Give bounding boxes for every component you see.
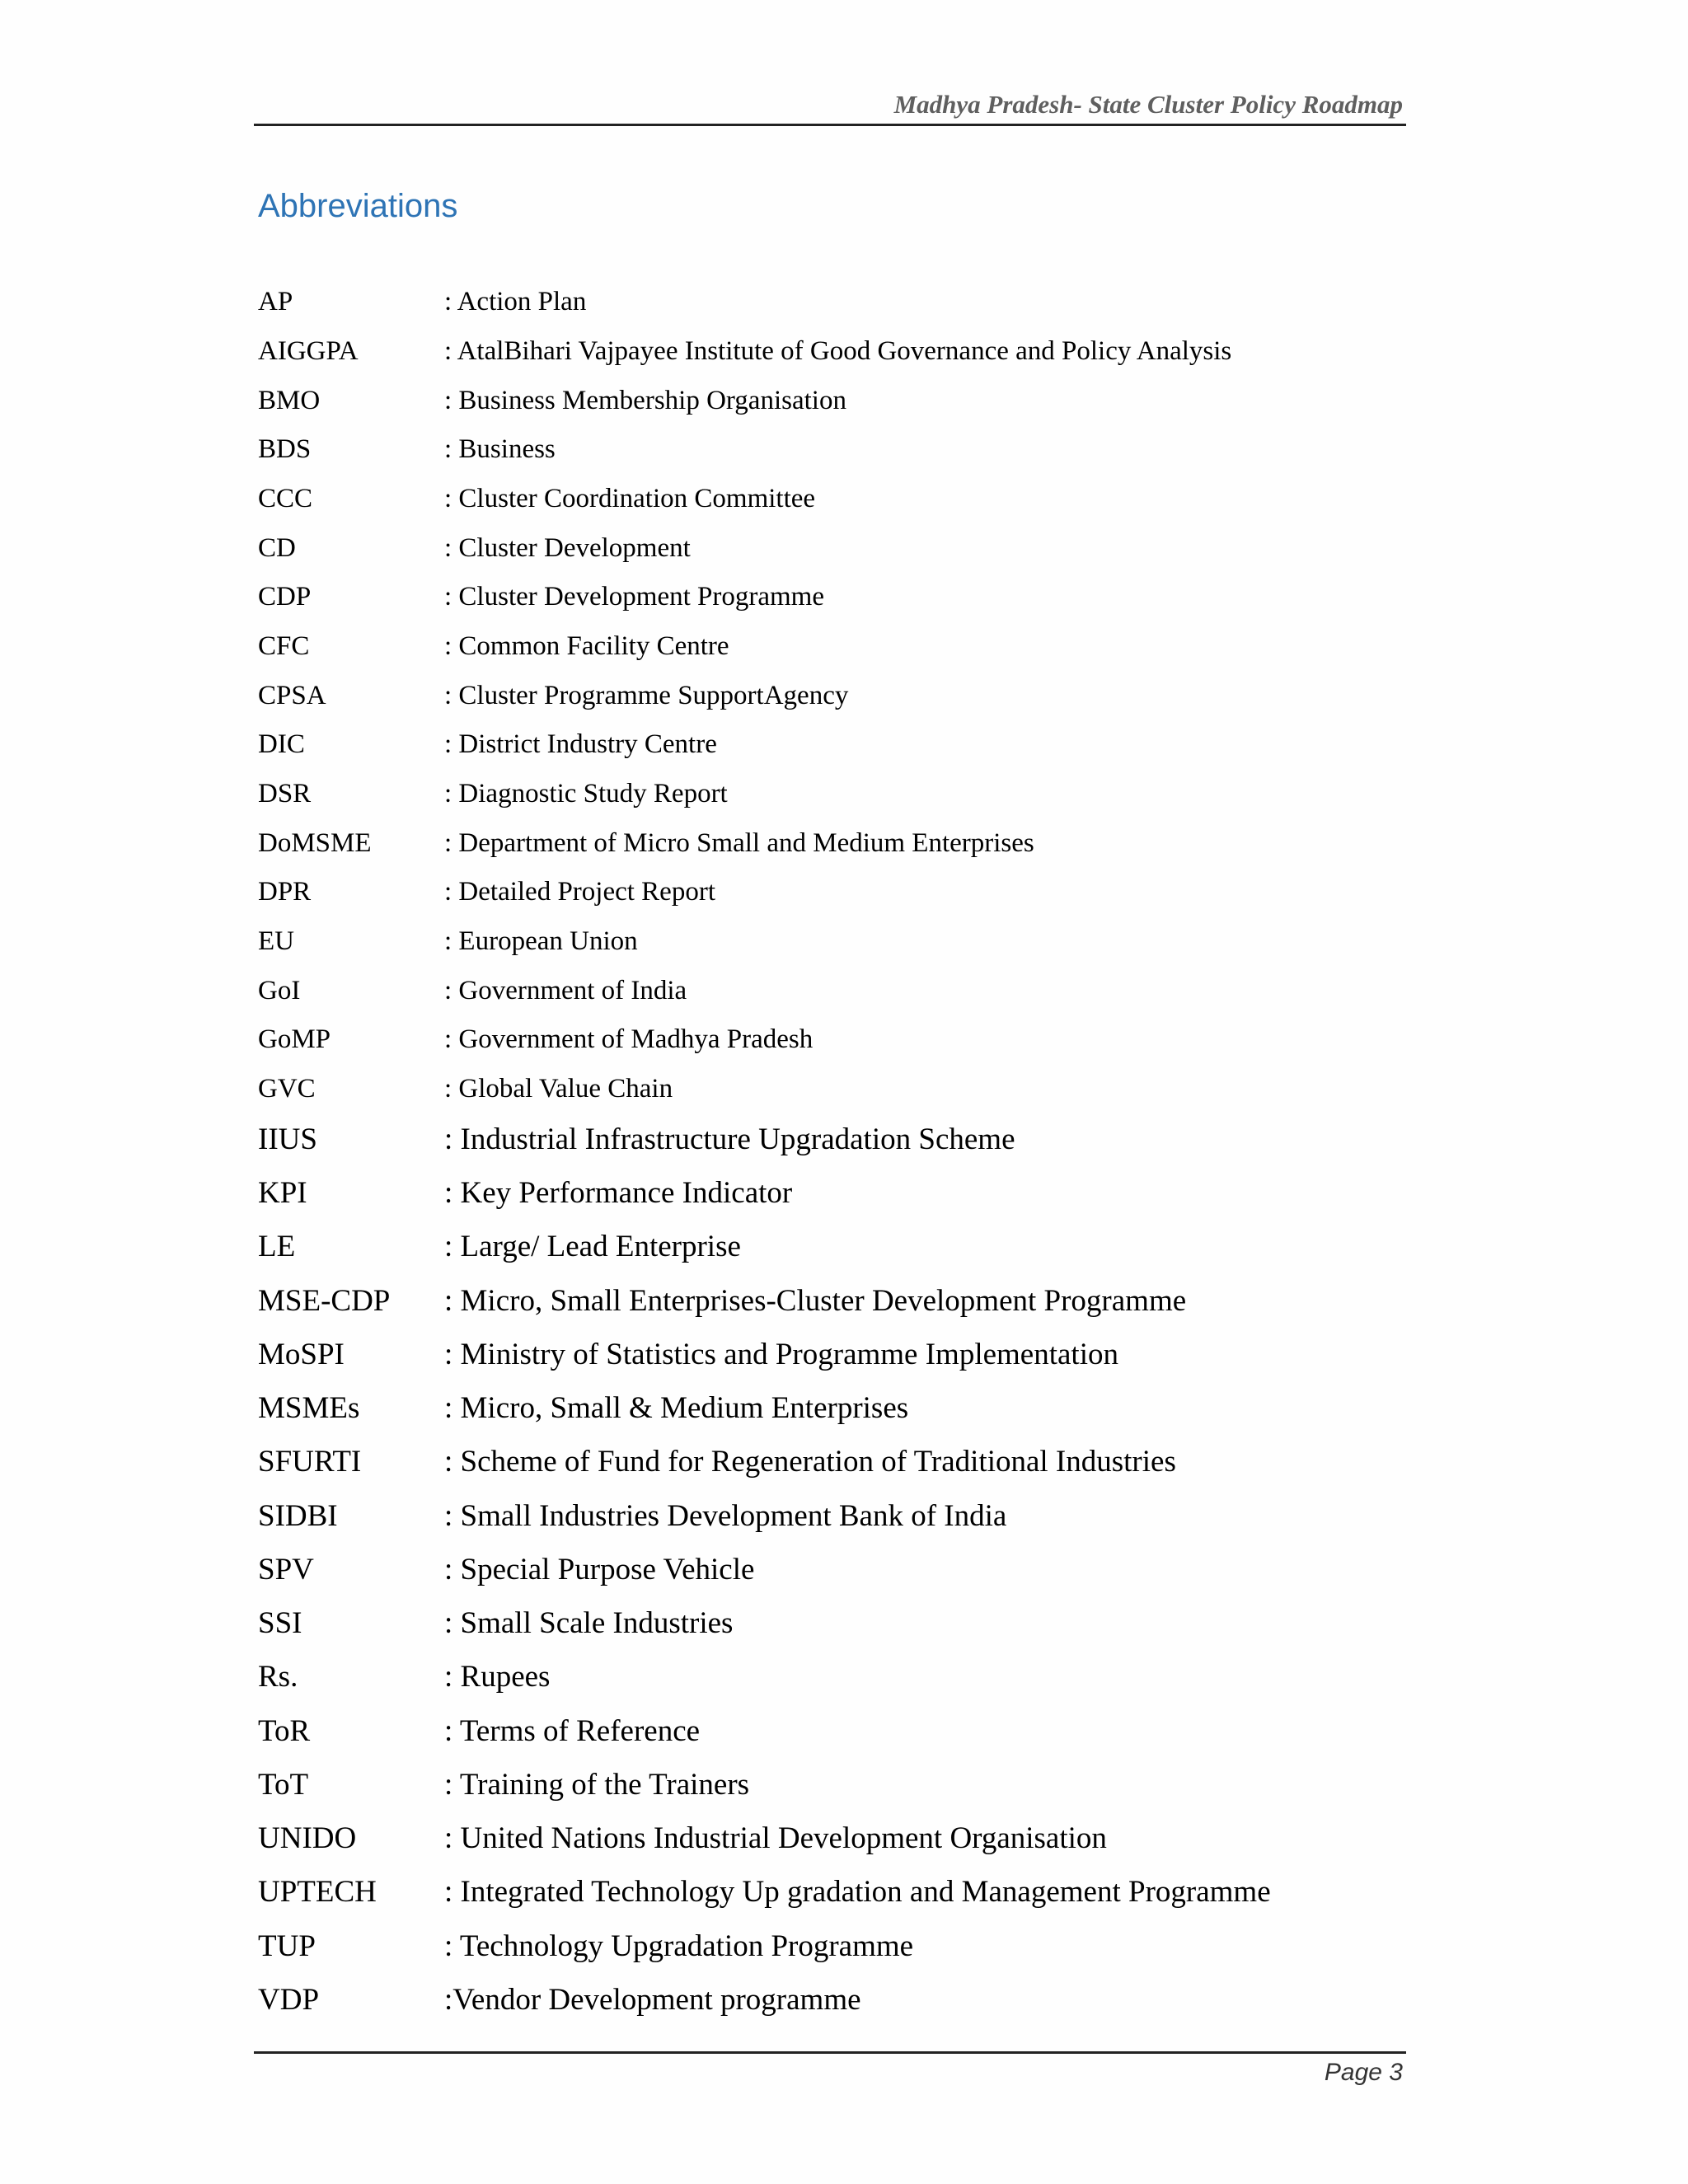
abbreviation-definition: : AtalBihari Vajpayee Institute of Good Governance and Policy Analysis — [444, 336, 1232, 366]
abbreviation-term: AIGGPA — [258, 336, 359, 366]
abbreviation-term: Rs. — [258, 1660, 298, 1694]
abbreviation-term: UPTECH — [258, 1875, 377, 1909]
abbreviation-definition: : Micro, Small & Medium Enterprises — [444, 1391, 909, 1425]
abbreviation-definition: : Global Value Chain — [444, 1074, 673, 1104]
abbreviation-term: AP — [258, 287, 293, 316]
abbreviation-term: VDP — [258, 1983, 320, 2017]
abbreviation-definition: : Training of the Trainers — [444, 1768, 750, 1802]
abbreviation-term: ToT — [258, 1768, 309, 1802]
footer-divider — [254, 2051, 1406, 2054]
abbreviation-term: CPSA — [258, 681, 326, 710]
abbreviation-definition: : Micro, Small Enterprises-Cluster Development Programme — [444, 1284, 1187, 1318]
abbreviation-term: CCC — [258, 484, 313, 513]
abbreviation-term: BDS — [258, 434, 312, 464]
abbreviation-definition: : Government of Madhya Pradesh — [444, 1024, 814, 1054]
running-header: Madhya Pradesh- State Cluster Policy Roadmap — [893, 90, 1403, 119]
abbreviation-definition: : Special Purpose Vehicle — [444, 1553, 755, 1586]
abbreviation-definition: : Terms of Reference — [444, 1714, 701, 1748]
abbreviation-definition: : Business Membership Organisation — [444, 386, 846, 415]
abbreviation-term: GVC — [258, 1074, 316, 1104]
abbreviation-definition: : Detailed Project Report — [444, 877, 715, 907]
abbreviation-term: CFC — [258, 631, 310, 661]
abbreviation-definition: : Cluster Development — [444, 533, 691, 563]
abbreviation-definition: : Ministry of Statistics and Programme Implementation — [444, 1338, 1118, 1371]
abbreviation-definition: : Business — [444, 434, 556, 464]
abbreviation-definition: : United Nations Industrial Development Organisation — [444, 1821, 1107, 1855]
abbreviation-term: MoSPI — [258, 1338, 345, 1371]
abbreviation-term: IIUS — [258, 1122, 317, 1156]
abbreviation-definition: : Industrial Infrastructure Upgradation Scheme — [444, 1122, 1015, 1156]
abbreviation-term: DPR — [258, 877, 312, 907]
abbreviation-term: LE — [258, 1230, 296, 1263]
abbreviation-term: SIDBI — [258, 1499, 338, 1533]
abbreviation-definition: : Technology Upgradation Programme — [444, 1929, 914, 1963]
abbreviation-term: EU — [258, 926, 294, 956]
abbreviation-definition: : Department of Micro Small and Medium Enterprises — [444, 828, 1034, 858]
abbreviation-definition: : Rupees — [444, 1660, 551, 1694]
abbreviation-term: DIC — [258, 729, 305, 759]
abbreviation-term: DSR — [258, 779, 312, 808]
abbreviation-term: MSE-CDP — [258, 1284, 391, 1318]
abbreviation-term: UNIDO — [258, 1821, 357, 1855]
abbreviation-definition: : Integrated Technology Up gradation and Management Programme — [444, 1875, 1271, 1909]
abbreviation-term: SSI — [258, 1606, 302, 1640]
abbreviation-term: BMO — [258, 386, 321, 415]
abbreviation-term: GoMP — [258, 1024, 331, 1054]
abbreviation-definition: : Action Plan — [444, 287, 587, 316]
abbreviation-definition: : Cluster Coordination Committee — [444, 484, 816, 513]
abbreviation-term: GoI — [258, 976, 301, 1005]
abbreviation-term: MSMEs — [258, 1391, 360, 1425]
abbreviation-definition: : Small Scale Industries — [444, 1606, 734, 1640]
abbreviation-definition: : Government of India — [444, 976, 687, 1005]
abbreviation-term: SFURTI — [258, 1445, 362, 1479]
abbreviation-definition: : Large/ Lead Enterprise — [444, 1230, 741, 1263]
abbreviation-definition: : Key Performance Indicator — [444, 1176, 793, 1210]
abbreviation-definition: : Small Industries Development Bank of India — [444, 1499, 1007, 1533]
abbreviation-term: KPI — [258, 1176, 307, 1210]
abbreviation-term: CD — [258, 533, 296, 563]
abbreviation-definition: : European Union — [444, 926, 638, 956]
abbreviation-term: ToR — [258, 1714, 311, 1748]
abbreviation-definition: : Cluster Development Programme — [444, 582, 824, 612]
abbreviation-term: SPV — [258, 1553, 314, 1586]
abbreviation-definition: :Vendor Development programme — [444, 1983, 861, 2017]
section-title: Abbreviations — [258, 188, 458, 224]
abbreviation-term: DoMSME — [258, 828, 372, 858]
abbreviation-definition: : District Industry Centre — [444, 729, 717, 759]
abbreviation-definition: : Scheme of Fund for Regeneration of Traditional Industries — [444, 1445, 1176, 1479]
abbreviation-definition: : Cluster Programme SupportAgency — [444, 681, 849, 710]
abbreviation-term: TUP — [258, 1929, 316, 1963]
abbreviation-definition: : Diagnostic Study Report — [444, 779, 728, 808]
page-number: Page 3 — [1324, 2059, 1403, 2086]
abbreviation-definition: : Common Facility Centre — [444, 631, 729, 661]
abbreviation-term: CDP — [258, 582, 312, 612]
